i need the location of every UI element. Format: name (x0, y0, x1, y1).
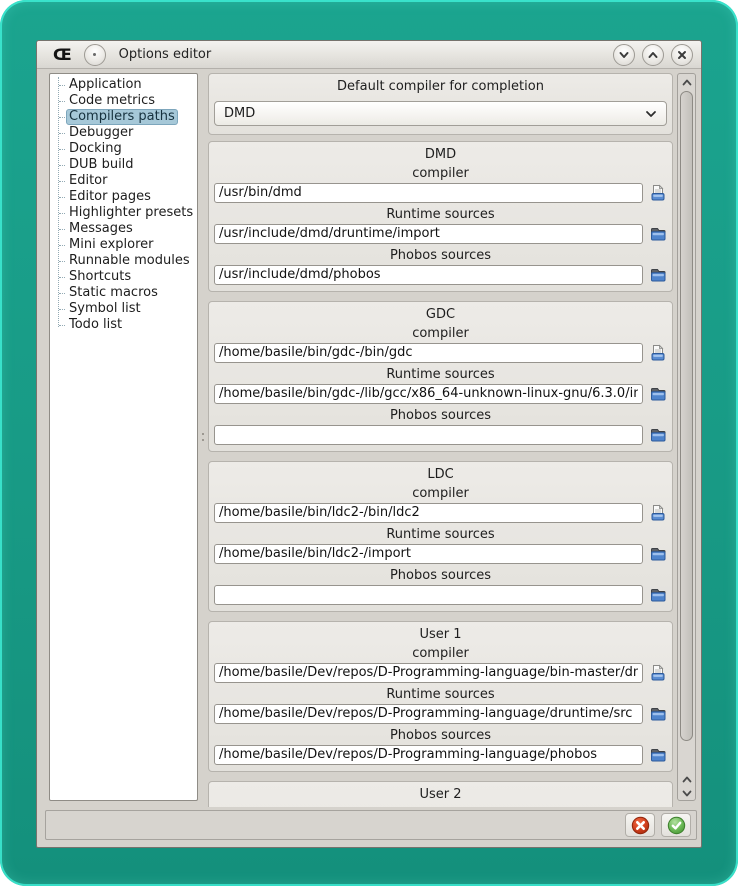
group-title: User 2 (419, 787, 462, 802)
close-button[interactable] (671, 44, 693, 66)
field-label: Runtime sources (386, 207, 495, 222)
chevron-down-icon (645, 110, 657, 118)
path-input[interactable] (214, 384, 643, 404)
path-input[interactable] (214, 503, 643, 523)
accept-button[interactable] (661, 813, 691, 837)
browse-button[interactable] (648, 585, 668, 605)
field-label: Runtime sources (386, 527, 495, 542)
path-input[interactable] (214, 183, 643, 203)
path-field-row (209, 703, 672, 724)
menu-dot-icon (93, 53, 96, 56)
sidebar-item-label: Compilers paths (66, 109, 178, 125)
path-field-row (209, 342, 672, 363)
group-title: LDC (427, 467, 454, 482)
options-scroll-area (208, 69, 673, 807)
sidebar-item-label: Runnable modules (69, 253, 190, 268)
group-title: DMD (424, 147, 457, 162)
group-title: GDC (425, 307, 456, 322)
field-label: Runtime sources (386, 367, 495, 382)
browse-button[interactable] (648, 384, 668, 404)
browse-button[interactable] (648, 663, 668, 683)
path-field-row (209, 662, 672, 683)
scroll-up-button-bottom[interactable] (678, 772, 695, 786)
sidebar-item[interactable] (50, 189, 197, 205)
accept-icon (667, 816, 686, 835)
sidebar-item[interactable] (50, 173, 197, 189)
sidebar-item-label: Shortcuts (69, 269, 132, 284)
chevron-up-icon (682, 776, 692, 783)
file-icon (649, 184, 667, 202)
sidebar-item-label: Symbol list (69, 301, 141, 316)
browse-button[interactable] (648, 503, 668, 523)
sidebar-item[interactable] (50, 77, 197, 93)
sidebar-item-label: Highlighter presets (69, 205, 194, 220)
coedit-logo-icon: Œ (53, 44, 71, 64)
group-title: User 1 (419, 627, 462, 642)
compiler-group (208, 141, 673, 292)
browse-button[interactable] (648, 343, 668, 363)
combo-value: DMD (224, 106, 256, 121)
path-field-row (209, 543, 672, 564)
path-input[interactable] (214, 265, 643, 285)
folder-icon (649, 746, 667, 764)
sidebar-item-label: Mini explorer (69, 237, 154, 252)
path-input[interactable] (214, 663, 643, 683)
options-editor-window (36, 40, 702, 848)
compiler-group (208, 781, 673, 807)
sidebar-item[interactable] (50, 317, 197, 333)
file-icon (649, 344, 667, 362)
sidebar-item[interactable] (50, 109, 197, 125)
browse-button[interactable] (648, 704, 668, 724)
scroll-down-button[interactable] (678, 786, 695, 800)
sidebar-item[interactable] (50, 125, 197, 141)
chevron-up-icon (647, 49, 659, 61)
window-controls (613, 44, 693, 66)
sidebar-item-label: DUB build (69, 157, 134, 172)
sidebar-item-label: Application (69, 77, 142, 92)
path-field-row (209, 264, 672, 285)
restore-button[interactable] (642, 44, 664, 66)
field-label: Phobos sources (389, 568, 492, 583)
sidebar-item[interactable] (50, 93, 197, 109)
chevron-up-icon (682, 79, 692, 86)
chevron-down-icon (618, 49, 630, 61)
folder-icon (649, 705, 667, 723)
folder-icon (649, 586, 667, 604)
default-compiler-group (208, 73, 673, 135)
sidebar-item[interactable] (50, 269, 197, 285)
chevron-down-icon (682, 790, 692, 797)
field-label: compiler (412, 486, 469, 501)
path-field-row (209, 584, 672, 605)
sidebar-item-label: Static macros (69, 285, 158, 300)
file-icon (649, 504, 667, 522)
path-field-row (209, 182, 672, 203)
sidebar-item-label: Debugger (69, 125, 134, 140)
path-input[interactable] (214, 544, 643, 564)
folder-icon (649, 545, 667, 563)
cancel-button[interactable] (625, 813, 655, 837)
scrollbar-thumb[interactable] (680, 91, 693, 741)
sidebar-item-label: Todo list (69, 317, 123, 332)
path-input[interactable] (214, 425, 643, 445)
sidebar-item[interactable] (50, 141, 197, 157)
path-input[interactable] (214, 704, 643, 724)
sidebar-item[interactable] (50, 301, 197, 317)
compiler-group (208, 621, 673, 772)
browse-button[interactable] (648, 745, 668, 765)
path-input[interactable] (214, 343, 643, 363)
group-title: Default compiler for completion (337, 79, 544, 94)
vertical-scrollbar[interactable] (677, 73, 696, 801)
field-label: Phobos sources (389, 728, 492, 743)
scroll-up-button[interactable] (678, 75, 695, 89)
folder-icon (649, 225, 667, 243)
sidebar-item[interactable] (50, 157, 197, 173)
field-label: compiler (412, 646, 469, 661)
path-field-row (209, 223, 672, 244)
field-label: Phobos sources (389, 408, 492, 423)
browse-button[interactable] (648, 544, 668, 564)
sidebar-item[interactable] (50, 285, 197, 301)
path-input[interactable] (214, 745, 643, 765)
browse-button[interactable] (648, 224, 668, 244)
titlebar[interactable] (37, 41, 701, 69)
compiler-group (208, 301, 673, 452)
close-icon (676, 49, 688, 61)
dialog-footer (45, 810, 697, 840)
path-input[interactable] (214, 585, 643, 605)
field-label: compiler (412, 166, 469, 181)
compiler-group (208, 461, 673, 612)
path-field-row (209, 424, 672, 445)
sidebar-item-label: Messages (69, 221, 133, 236)
browse-button[interactable] (648, 425, 668, 445)
sidebar-item[interactable] (50, 237, 197, 253)
field-label: compiler (412, 326, 469, 341)
folder-icon (649, 385, 667, 403)
field-label: Phobos sources (389, 248, 492, 263)
sidebar-item[interactable] (50, 253, 197, 269)
sidebar-item-label: Docking (69, 141, 122, 156)
splitter-handle[interactable] (198, 73, 208, 801)
folder-icon (649, 266, 667, 284)
path-field-row (209, 502, 672, 523)
cancel-icon (631, 816, 650, 835)
path-input[interactable] (214, 224, 643, 244)
folder-icon (649, 426, 667, 444)
browse-button[interactable] (648, 265, 668, 285)
grip-dot-icon (202, 439, 204, 441)
sidebar-item[interactable] (50, 205, 197, 221)
default-compiler-select[interactable] (214, 101, 667, 126)
path-field-row (209, 744, 672, 765)
sidebar-item[interactable] (50, 221, 197, 237)
shade-button[interactable] (613, 44, 635, 66)
field-label: Runtime sources (386, 687, 495, 702)
sidebar-item-label: Editor pages (69, 189, 151, 204)
browse-button[interactable] (648, 183, 668, 203)
file-icon (649, 664, 667, 682)
window-title: Options editor (118, 47, 212, 62)
sidebar-item-label: Editor (69, 173, 108, 188)
window-menu-button[interactable] (84, 44, 106, 66)
sidebar-item-label: Code metrics (69, 93, 156, 108)
path-field-row (209, 383, 672, 404)
grip-dot-icon (202, 433, 204, 435)
category-tree (49, 73, 198, 801)
